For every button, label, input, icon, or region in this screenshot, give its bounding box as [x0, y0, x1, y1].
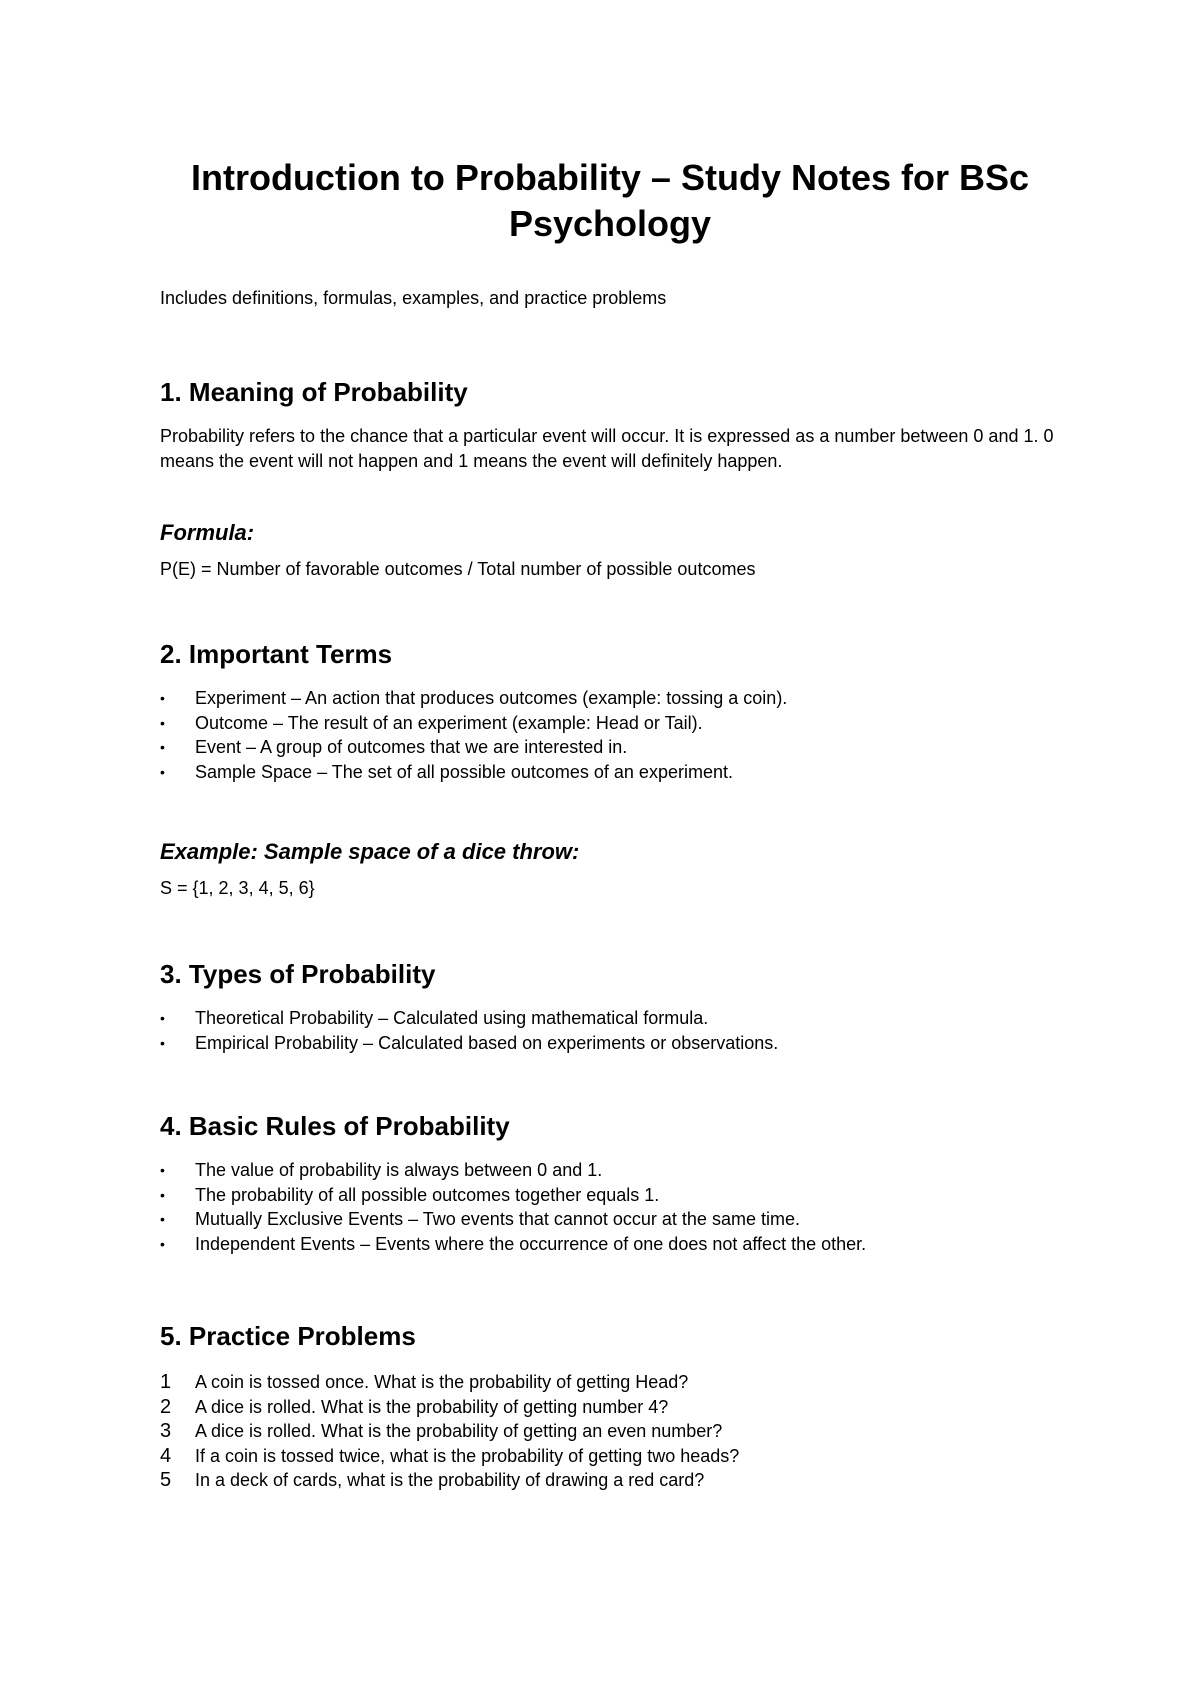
list-item: • Theoretical Probability – Calculated using mathematical formula.	[160, 1006, 1060, 1031]
bullet-icon: •	[160, 1162, 165, 1178]
list-item: 5 In a deck of cards, what is the probability of drawing a red card?	[160, 1469, 705, 1491]
bullet-icon: •	[160, 1186, 165, 1203]
problem-number: 1	[160, 1371, 172, 1393]
practice-list	[160, 1370, 1060, 1493]
list-item: • Empirical Probability – Calculated based on experiments or observations.	[160, 1031, 1060, 1056]
bullet-icon: •	[160, 714, 165, 731]
list-item: • Independent Events – Events where the occurrence of one does not affect the other.	[160, 1232, 1060, 1257]
subtitle: Includes definitions, formulas, examples, and practice problems	[160, 288, 667, 308]
list-item: • Mutually Exclusive Events – Two events that cannot occur at the same time.	[160, 1207, 1060, 1232]
list-item: 2 A dice is rolled. What is the probability of getting number 4?	[160, 1395, 669, 1418]
formula-heading: Formula:	[160, 520, 255, 545]
bullet-icon: •	[160, 763, 165, 780]
terms-list	[160, 686, 1060, 784]
section-heading-types: 3. Types of Probability	[160, 959, 436, 989]
problem-number: 3	[160, 1420, 172, 1442]
list-item: • Experiment – An action that produces outcomes (example: tossing a coin).	[160, 686, 1060, 711]
page-title: Introduction to Probability – Study Notes for BSc Psychology	[190, 157, 1030, 244]
list-item: • Outcome – The result of an experiment (example: Head or Tail).	[160, 711, 1060, 736]
problem-number: 5	[160, 1469, 172, 1491]
rules-list	[160, 1158, 1060, 1256]
problem-number: 2	[160, 1395, 172, 1418]
section-heading-rules: 4. Basic Rules of Probability	[160, 1111, 510, 1141]
list-item: 3 A dice is rolled. What is the probability of getting an even number?	[160, 1420, 723, 1442]
problem-number: 4	[160, 1444, 172, 1467]
example-heading: Example: Sample space of a dice throw:	[160, 839, 580, 864]
section-heading-terms: 2. Important Terms	[160, 639, 393, 669]
list-item: • Sample Space – The set of all possible outcomes of an experiment.	[160, 760, 1060, 785]
bullet-icon: •	[160, 1034, 165, 1051]
bullet-icon: •	[160, 1211, 165, 1227]
list-item: • The value of probability is always between 0 and 1.	[160, 1158, 1060, 1183]
list-item: 4 If a coin is tossed twice, what is the probability of getting two heads?	[160, 1444, 740, 1467]
list-item: 1 A coin is tossed once. What is the probability of getting Head?	[160, 1371, 689, 1393]
bullet-icon: •	[160, 739, 165, 755]
meaning-paragraph: Probability refers to the chance that a particular event will occur. It is expressed as a number between 0 and 1. 0 means the event will not happen and 1 means the event will definitely happen.	[160, 426, 1054, 471]
section-heading-practice: 5. Practice Problems	[160, 1321, 416, 1351]
example-text: S = {1, 2, 3, 4, 5, 6}	[160, 878, 315, 898]
list-item: • Event – A group of outcomes that we are interested in.	[160, 735, 1060, 760]
bullet-icon: •	[160, 690, 165, 706]
bullet-icon: •	[160, 1010, 165, 1026]
list-item: • The probability of all possible outcomes together equals 1.	[160, 1183, 1060, 1208]
formula-text: P(E) = Number of favorable outcomes / Total number of possible outcomes	[160, 559, 756, 579]
types-list	[160, 1006, 1060, 1055]
section-heading-meaning: 1. Meaning of Probability	[160, 377, 468, 407]
bullet-icon: •	[160, 1235, 165, 1252]
